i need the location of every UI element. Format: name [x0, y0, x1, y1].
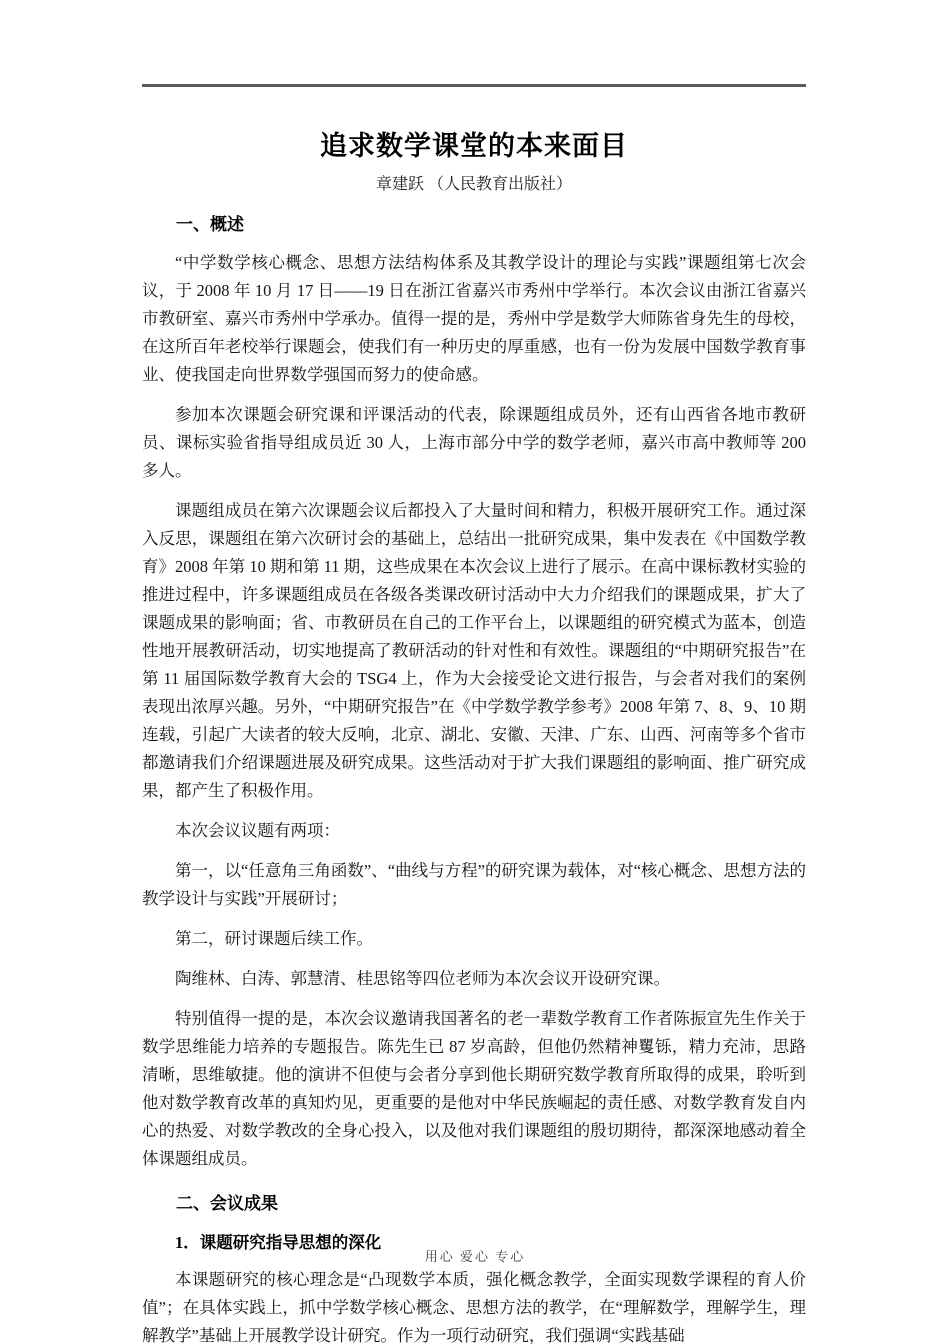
section-heading: 1．课题研究指导思想的深化 — [175, 1233, 382, 1252]
paragraph: 本课题研究的核心理念是“凸现数学本质，强化概念教学，全面实现数学课程的育人价值”；在具体实践上，抓中学数学核心概念、思想方法的教学，在“理解数学，理解学生，理解教学”基础上开展教学设计研究。作为一项行动研究，我们强调“实践基础 — [142, 1270, 806, 1344]
document-body — [142, 210, 806, 1344]
paragraph: 特别值得一提的是，本次会议邀请我国著名的老一辈数学教育工作者陈振宣先生作关于数学思维能力培养的专题报告。陈先生已 87 岁高龄，但他仍然精神矍铄，精力充沛，思路清晰，思维敏捷。他的演讲不但使与会者分享到他长期研究数学教育所取得的成果，聆听到他对数学教育改革的真知灼见，更重要的是他对中华民族崛起的责任感、对数学教育发自内心的热爱、对数学教改的全身心投入，以及他对我们课题组的殷切期待，都深深地感动着全体课题组成员。 — [142, 1009, 806, 1168]
paragraph: 本次会议议题有两项： — [175, 821, 340, 840]
paragraph: 参加本次课题会研究课和评课活动的代表，除课题组成员外，还有山西省各地市教研员、课标实验省指导组成员近 30 人，上海市部分中学的数学老师，嘉兴市高中教师等 200 多人。 — [142, 405, 806, 480]
document-byline: 章建跃 （人民教育出版社） — [375, 176, 572, 193]
section-heading: 一、概述 — [176, 215, 244, 234]
document-title: 追求数学课堂的本来面目 — [320, 131, 628, 161]
paragraph: “中学数学核心概念、思想方法结构体系及其教学设计的理论与实践”课题组第七次会议，于 2008 年 10 月 17 日——19 日在浙江省嘉兴市秀州中学举行。本次会议由浙江省嘉兴市教研室、嘉兴市秀州中学承办。值得一提的是，秀州中学是数学大师陈省身先生的母校，在这所百年老校举行课题会，使我们有一种历史的厚重感，也有一份为发展中国数学教育事业、使我国走向世界数学强国而努力的使命感。 — [142, 253, 806, 384]
paragraph: 第一，以“任意角三角函数”、“曲线与方程”的研究课为载体，对“核心概念、思想方法的教学设计与实践”开展研讨； — [142, 861, 806, 908]
page-footer: 用心 爱心 专心 — [424, 1249, 526, 1264]
paragraph: 课题组成员在第六次课题会议后都投入了大量时间和精力，积极开展研究工作。通过深入反思，课题组在第六次研讨会的基础上，总结出一批研究成果，集中发表在《中国数学教育》2008 年第 10 期和第 11 期，这些成果在本次会议上进行了展示。在高中课标教材实验的推进过程中，许多课题组成员在各级各类课改研讨活动中大力介绍我们的课题成果，扩大了课题成果的影响面；省、市教研员在自己的工作平台上，以课题组的研究模式为蓝本，创造性地开展教研活动，切实地提高了教研活动的针对性和有效性。课题组的“中期研究报告”在第 11 届国际数学教育大会的 TSG4 上，作为大会接受论文进行报告，与会者对我们的案例表现出浓厚兴趣。另外，“中期研究报告”在《中学数学教学参考》2008 年第 7、8、9、10 期连载，引起广大读者的较大反响，北京、湖北、安徽、天津、广东、山西、河南等多个省市都邀请我们介绍课题进展及研究成果。这些活动对于扩大我们课题组的影响面、推广研究成果，都产生了积极作用。 — [142, 501, 806, 800]
paragraph: 第二，研讨课题后续工作。 — [175, 929, 373, 948]
paragraph: 陶维林、白涛、郭慧清、桂思铭等四位老师为本次会议开设研究课。 — [175, 969, 670, 988]
document-content — [142, 108, 806, 1344]
section-heading: 二、会议成果 — [176, 1194, 278, 1213]
header-rule — [142, 84, 806, 87]
